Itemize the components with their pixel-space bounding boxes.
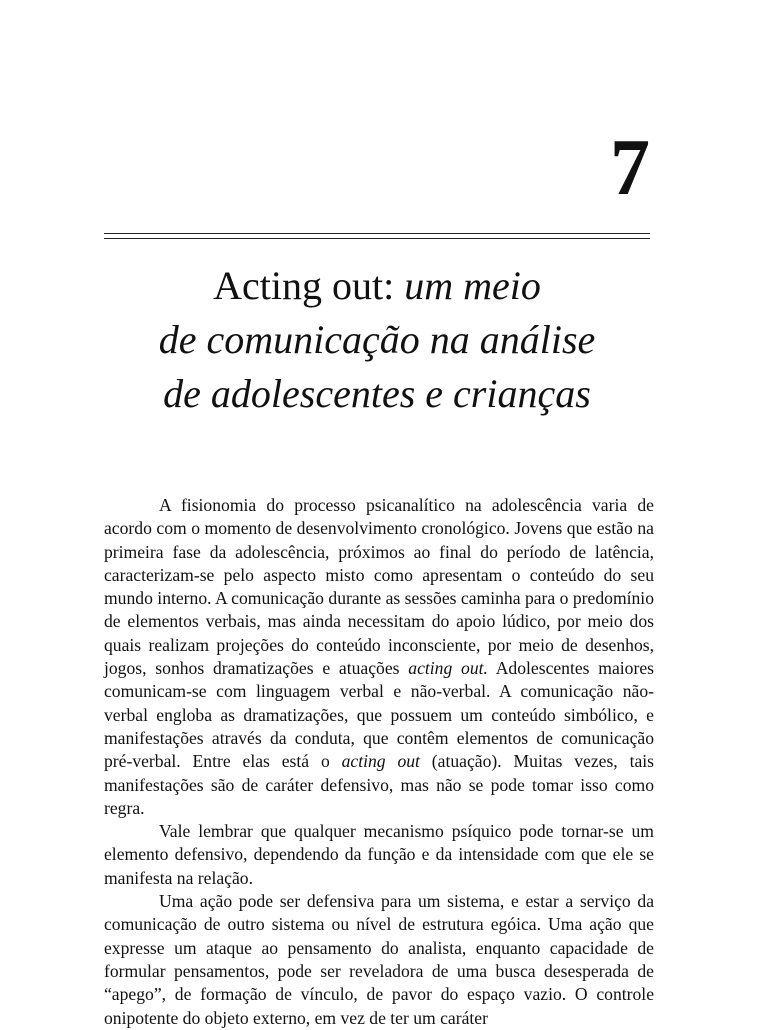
chapter-title: [104, 259, 650, 421]
title-italic-line1: um meio: [404, 263, 541, 308]
paragraph-2: Vale lembrar que qualquer mecanismo psíquico pode tornar-se um elemento defensivo, dependendo da função e da intensidade com que ele se manifesta na relação.: [104, 821, 654, 888]
p1-text-c: (atuação). Muitas vezes, tais manifestações são de caráter defensivo, mas não se pode tomar isso como regra.: [104, 751, 655, 818]
paragraph-1: [104, 494, 654, 820]
paragraph-3: Uma ação pode ser defensiva para um sistema, e estar a serviço da comunicação de outro sistema ou nível de estrutura egóica. Uma ação que expresse um ataque ao pensamento do analista, enquanto capacidade de formular pensamentos, pode ser reveladora de uma busca desesperada de “apego”, de formação de vínculo, de pavor do espaço vazio. O controle onipotente do objeto externo, em vez de ter um caráter: [104, 891, 654, 1028]
title-italic-line3: de adolescentes e crianças: [163, 371, 591, 416]
chapter-rule-bottom: [104, 238, 650, 239]
p1-text-b: Adolescentes maiores comunicam-se com linguagem verbal e não-verbal. A comunicação não-verbal engloba as dramatizações, que possuem um conteúdo simbólico, e manifestações através da conduta, que contêm elementos de comunicação pré-verbal. Entre elas está o: [104, 658, 654, 772]
p1-text-a: A fisionomia do processo psicanalítico na adolescência varia de acordo com o momento de desenvolvimento cronológico. Jovens que estão na primeira fase da adolescência, próximos ao final do período de latência, caracterizam-se pelo aspecto misto como apresentam o conteúdo do seu mundo interno. A comunicação durante as sessões caminha para o predomínio de elementos verbais, mas ainda necessitam do apoio lúdico, por meio dos quais realizam projeções do conteúdo inconsciente, por meio de desenhos, jogos, sonhos dramatizações e atuações: [104, 495, 654, 679]
p1-emphasis-2: acting out: [341, 751, 420, 772]
title-lead: Acting out:: [213, 263, 405, 308]
chapter-number: 7: [610, 124, 650, 212]
chapter-rule-top: [104, 233, 650, 234]
p1-emphasis-1: acting out.: [408, 658, 488, 679]
title-italic-line2: de comunicação na análise: [158, 317, 596, 362]
body-text: [104, 494, 654, 1030]
